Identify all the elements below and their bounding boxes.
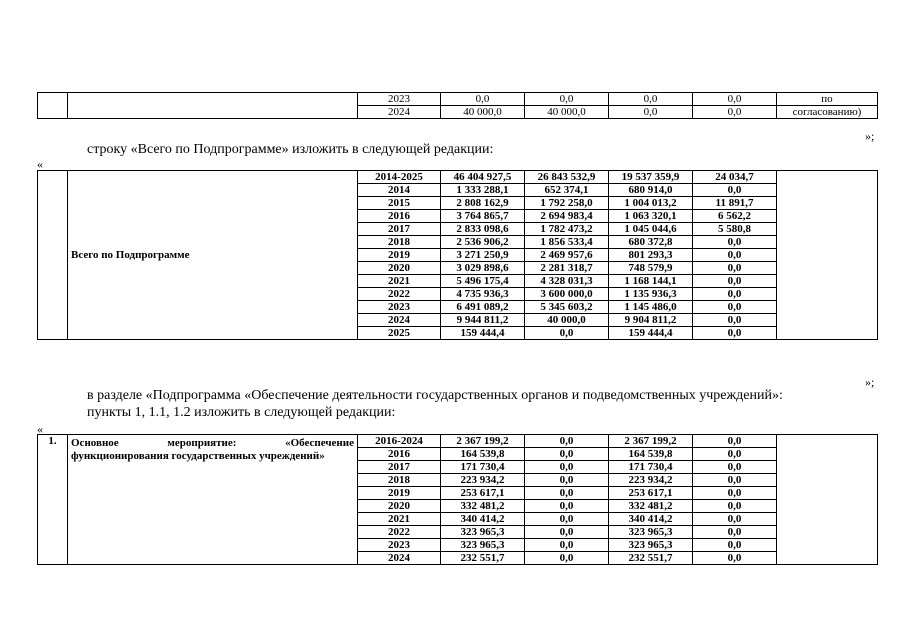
year-cell: 2023 [358, 539, 441, 552]
amount-cell: 24 034,7 [693, 171, 777, 184]
amount-cell: 0,0 [525, 461, 609, 474]
amount-cell: 11 891,7 [693, 197, 777, 210]
year-cell: 2022 [358, 288, 441, 301]
amount-cell: 0,0 [693, 552, 777, 565]
amount-cell: 1 145 486,0 [609, 301, 693, 314]
total-cell: 323 965,3 [441, 526, 525, 539]
total-cell: 159 444,4 [441, 327, 525, 340]
year-cell: 2017 [358, 461, 441, 474]
amount-cell: 0,0 [693, 262, 777, 275]
section-instruction: в разделе «Подпрограмма «Обеспечение деятельности государственных органов и подведомственных учреждений»: [87, 388, 783, 403]
amount-cell: 0,0 [693, 236, 777, 249]
amount-cell: 19 537 359,9 [609, 171, 693, 184]
amount-cell: 0,0 [693, 448, 777, 461]
total-cell: 253 617,1 [441, 487, 525, 500]
year-cell: 2023 [358, 93, 441, 106]
note-cell: согласованию) [777, 106, 878, 119]
amount-cell: 253 617,1 [609, 487, 693, 500]
year-cell: 2016-2024 [358, 435, 441, 448]
year-cell: 2024 [358, 314, 441, 327]
amount-cell: 40 000,0 [525, 106, 609, 119]
total-cell: 2 536 906,2 [441, 236, 525, 249]
year-cell: 2019 [358, 487, 441, 500]
amount-cell: 1 045 044,6 [609, 223, 693, 236]
table-row [38, 435, 878, 448]
amount-cell: 232 551,7 [609, 552, 693, 565]
total-cell: 1 333 288,1 [441, 184, 525, 197]
amount-cell: 323 965,3 [609, 539, 693, 552]
amount-cell: 26 843 532,9 [525, 171, 609, 184]
year-cell: 2014 [358, 184, 441, 197]
amount-cell: 5 580,8 [693, 223, 777, 236]
year-cell: 2021 [358, 513, 441, 526]
amount-cell: 0,0 [525, 474, 609, 487]
item-table [37, 434, 878, 565]
amount-cell: 0,0 [609, 106, 693, 119]
amount-cell: 0,0 [693, 93, 777, 106]
empty-cell [777, 171, 878, 340]
total-cell: 6 491 089,2 [441, 301, 525, 314]
year-cell: 2018 [358, 474, 441, 487]
total-cell: 332 481,2 [441, 500, 525, 513]
amount-cell: 0,0 [693, 314, 777, 327]
total-cell: 3 271 250,9 [441, 249, 525, 262]
year-cell: 2016 [358, 448, 441, 461]
total-table [37, 170, 878, 340]
amount-cell: 171 730,4 [609, 461, 693, 474]
closing-quote: »; [865, 375, 875, 389]
amount-cell: 1 168 144,1 [609, 275, 693, 288]
amount-cell: 0,0 [693, 184, 777, 197]
year-cell: 2020 [358, 262, 441, 275]
year-cell: 2024 [358, 552, 441, 565]
year-cell: 2020 [358, 500, 441, 513]
amount-cell: 0,0 [525, 539, 609, 552]
closing-quote: »; [865, 129, 875, 143]
amount-cell: 2 469 957,6 [525, 249, 609, 262]
item-description: Основное мероприятие: «Обеспечение функционирования государственных учреждений» [68, 435, 358, 565]
total-cell: 9 944 811,2 [441, 314, 525, 327]
amount-cell: 680 914,0 [609, 184, 693, 197]
total-cell: 164 539,8 [441, 448, 525, 461]
year-cell: 2024 [358, 106, 441, 119]
amount-cell: 159 444,4 [609, 327, 693, 340]
total-cell: 2 367 199,2 [441, 435, 525, 448]
amount-cell: 164 539,8 [609, 448, 693, 461]
total-cell: 2 808 162,9 [441, 197, 525, 210]
empty-cell [777, 435, 878, 565]
amount-cell: 9 904 811,2 [609, 314, 693, 327]
total-cell: 223 934,2 [441, 474, 525, 487]
total-cell: 171 730,4 [441, 461, 525, 474]
amount-cell: 0,0 [525, 448, 609, 461]
table-row [38, 171, 878, 184]
amount-cell: 340 414,2 [609, 513, 693, 526]
amount-cell: 3 600 000,0 [525, 288, 609, 301]
total-cell: 340 414,2 [441, 513, 525, 526]
amount-cell: 0,0 [693, 526, 777, 539]
amount-cell: 0,0 [525, 513, 609, 526]
row-number [38, 93, 68, 119]
amount-cell: 680 372,8 [609, 236, 693, 249]
table-row [38, 93, 878, 106]
amount-cell: 1 856 533,4 [525, 236, 609, 249]
opening-quote: « [37, 157, 43, 171]
amount-cell: 223 934,2 [609, 474, 693, 487]
amount-cell: 0,0 [693, 327, 777, 340]
amount-cell: 323 965,3 [609, 526, 693, 539]
amount-cell: 652 374,1 [525, 184, 609, 197]
amount-cell: 0,0 [609, 93, 693, 106]
amount-cell: 801 293,3 [609, 249, 693, 262]
year-cell: 2021 [358, 275, 441, 288]
amount-cell: 0,0 [693, 539, 777, 552]
total-cell: 5 496 175,4 [441, 275, 525, 288]
amount-cell: 1 135 936,3 [609, 288, 693, 301]
amount-cell: 0,0 [693, 301, 777, 314]
amount-cell: 2 281 318,7 [525, 262, 609, 275]
note-cell: по [777, 93, 878, 106]
amount-cell: 0,0 [693, 106, 777, 119]
amount-cell: 0,0 [693, 461, 777, 474]
year-cell: 2017 [358, 223, 441, 236]
total-cell: 40 000,0 [441, 106, 525, 119]
amount-cell: 2 694 983,4 [525, 210, 609, 223]
amount-cell: 1 004 013,2 [609, 197, 693, 210]
amount-cell: 0,0 [693, 513, 777, 526]
total-cell: 323 965,3 [441, 539, 525, 552]
amount-cell: 0,0 [525, 93, 609, 106]
amount-cell: 2 367 199,2 [609, 435, 693, 448]
row-number [38, 171, 68, 340]
empty-cell [68, 93, 358, 119]
total-cell: 46 404 927,5 [441, 171, 525, 184]
row-number: 1. [38, 435, 68, 565]
amount-cell: 0,0 [693, 474, 777, 487]
amount-cell: 4 328 031,3 [525, 275, 609, 288]
amount-cell: 0,0 [693, 288, 777, 301]
amount-cell: 0,0 [693, 275, 777, 288]
year-cell: 2015 [358, 197, 441, 210]
total-cell: 2 833 098,6 [441, 223, 525, 236]
year-cell: 2023 [358, 301, 441, 314]
year-cell: 2014-2025 [358, 171, 441, 184]
amount-cell: 0,0 [525, 487, 609, 500]
amount-cell: 0,0 [525, 500, 609, 513]
total-cell: 232 551,7 [441, 552, 525, 565]
amount-cell: 0,0 [525, 552, 609, 565]
total-cell: 3 764 865,7 [441, 210, 525, 223]
amount-cell: 0,0 [693, 435, 777, 448]
total-cell: 0,0 [441, 93, 525, 106]
items-instruction: пункты 1, 1.1, 1.2 изложить в следующей редакции: [87, 405, 396, 420]
amount-cell: 0,0 [525, 327, 609, 340]
amount-cell: 40 000,0 [525, 314, 609, 327]
amount-cell: 1 782 473,2 [525, 223, 609, 236]
year-cell: 2022 [358, 526, 441, 539]
amount-cell: 1 792 258,0 [525, 197, 609, 210]
amount-cell: 0,0 [693, 249, 777, 262]
amount-cell: 5 345 603,2 [525, 301, 609, 314]
amount-cell: 0,0 [693, 500, 777, 513]
amount-cell: 332 481,2 [609, 500, 693, 513]
amount-cell: 0,0 [525, 435, 609, 448]
opening-quote: « [37, 422, 43, 436]
instruction-text: строку «Всего по Подпрограмме» изложить в следующей редакции: [87, 142, 494, 157]
amount-cell: 0,0 [693, 487, 777, 500]
amount-cell: 1 063 320,1 [609, 210, 693, 223]
total-label: Всего по Подпрограмме [68, 171, 358, 340]
year-cell: 2018 [358, 236, 441, 249]
top-table [37, 92, 878, 119]
amount-cell: 748 579,9 [609, 262, 693, 275]
year-cell: 2019 [358, 249, 441, 262]
amount-cell: 0,0 [525, 526, 609, 539]
year-cell: 2016 [358, 210, 441, 223]
year-cell: 2025 [358, 327, 441, 340]
total-cell: 3 029 898,6 [441, 262, 525, 275]
total-cell: 4 735 936,3 [441, 288, 525, 301]
amount-cell: 6 562,2 [693, 210, 777, 223]
